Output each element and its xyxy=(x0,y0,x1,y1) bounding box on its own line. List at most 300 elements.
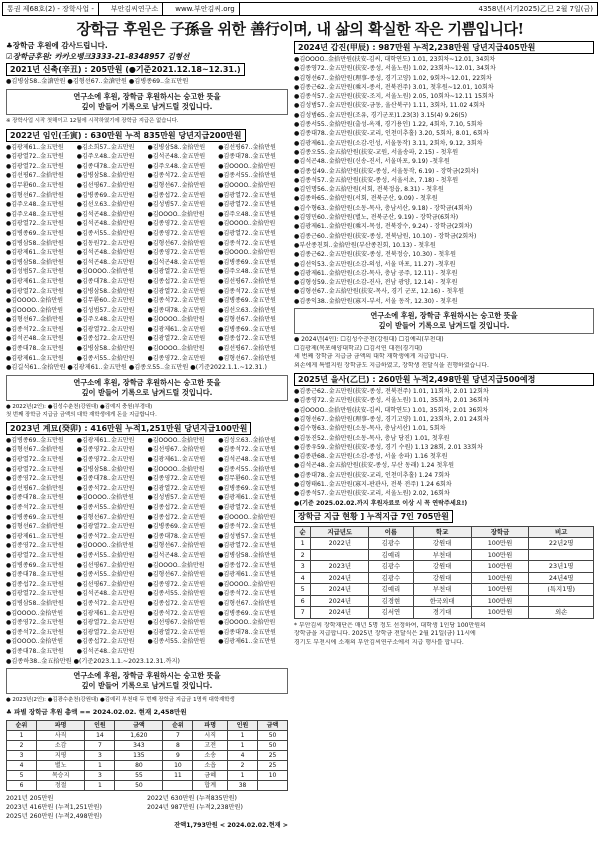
grid-cell: ●김병종69..金五만원 xyxy=(6,561,64,569)
payout-2024-note2: 외손에게 특별지원 장학금도 지급하였고, 장학생 전달식을 진행하였습니다. xyxy=(294,361,489,369)
table-row xyxy=(295,561,594,573)
grid-cell: ●김광열72..金五만원 xyxy=(147,287,206,295)
thanks-message: 연구소에 후원, 장학금 후원하시는 숭고한 뜻을 깊이 받들어 기록으로 남겨드릴 것입니다. xyxy=(6,668,288,694)
table-cell: 2024년 xyxy=(311,607,369,619)
table-header: 이름 xyxy=(369,526,413,538)
list-item: ●김종우59..金拾만원(扶安-종성, 경기 수원) 1.13 28회, 2.01 33회차 xyxy=(294,443,483,451)
table-cell: 1 xyxy=(228,741,258,751)
grid-cell: ●김OOOO..金拾만원 xyxy=(218,162,276,170)
table-cell: 24년4명 xyxy=(529,572,594,584)
grid-cell: ●김종섭72..金五만원 xyxy=(147,277,206,285)
table-cell: 강원대 xyxy=(413,561,471,573)
list-item: ●김종대78..金五만원(扶安-교리, 인천미추홀) 1.24 7회차 xyxy=(294,471,450,479)
table-cell: 부천대 xyxy=(413,584,471,596)
table-cell: 2022년 xyxy=(311,538,369,550)
table-row xyxy=(7,781,288,791)
grid-cell: ●김주오48..金五만원 xyxy=(6,210,64,218)
page-title: 장학금 후원은 子孫을 위한 善行이며, 내 삶의 확실한 작은 기쁨입니다! xyxy=(76,20,524,38)
table-cell: 10 xyxy=(258,771,288,781)
table-header: 순위 xyxy=(163,721,193,731)
stat-item: 2022년 630만원 (누적835만원) xyxy=(147,795,237,803)
table-header: 파명 xyxy=(36,721,84,731)
table-cell: 김예리 xyxy=(369,584,413,596)
grid-cell: ●김형선67..金拾만원 xyxy=(147,181,206,189)
table-cell: 1 xyxy=(7,731,37,741)
grid-cell: ●김광제61..金五만원 xyxy=(218,494,276,502)
table-cell: 2024년 xyxy=(311,584,369,596)
table-cell: 1,620 xyxy=(115,731,163,741)
grid-cell: ●김광제61..金五만원 xyxy=(6,249,64,257)
list-item: ●김종영72..金五만원(扶安-종성, 서울노원) 1.02, 23회차~12.01, 34회차 xyxy=(294,65,496,73)
grid-cell: ●김광열72..金五만원 xyxy=(147,628,206,636)
grid-cell: ●김선평67..金拾만원 xyxy=(147,619,206,627)
grid-cell: ●김광제61..金五만원 xyxy=(76,609,135,617)
list-item: ●김인명56..金五拾만원(서회, 전북정읍, 8.31) - 첫후원 xyxy=(294,186,444,194)
grid-cell: ●김종영72..金五만원 xyxy=(6,475,64,483)
stat-item xyxy=(147,812,288,821)
list-item: ●김종근62..金五만원(扶安-종성, 전북정승, 10.30) - 첫후원 xyxy=(294,251,456,259)
grid-cell: ●김무환60..金五만원 xyxy=(6,181,64,189)
grid-cell: ●김OOOO..金拾만원 xyxy=(147,465,205,473)
payout-2023: ● 2023년(2인): ●김광수춘천(강원대) ●김예리 부천대 두 번째 장학금 지급금 1명씩 대학재학생 xyxy=(6,697,235,704)
table-row xyxy=(295,607,594,619)
table-cell: 343 xyxy=(115,741,163,751)
grid-cell: ●김종섭72..金五만원 xyxy=(147,504,206,511)
grid-cell: ●김석곤48..金五만원 xyxy=(76,647,135,655)
grid-cell: ●김병종69..金五만원 xyxy=(6,513,64,521)
grid-cell: ●김종서55..金拾만원 xyxy=(147,590,206,598)
grid-cell: ●김주오48..金五만원 xyxy=(76,316,135,324)
list-item: ●김종서55..金拾만원(출성-옥재, 경기용인) 1.22, 4회차, 7.10, 5회차 xyxy=(294,121,483,129)
grid-cell: ●김OOOO..金拾만원 xyxy=(6,297,64,305)
grid-cell: ●김광열72..金五만원 xyxy=(147,335,206,343)
grid-cell: ●김광열72..金五만원 xyxy=(6,287,64,295)
table-cell: 1 xyxy=(85,781,115,791)
grid-cell: ●김종영72..金五만원 xyxy=(147,220,206,228)
table-row xyxy=(7,751,288,761)
list-item: ●부산종친회..金拾만원(부산종친회, 10.13) - 첫후원 xyxy=(294,241,436,249)
grid-cell: ●김OOOO..金拾만원 xyxy=(6,638,64,646)
grid-cell: ●김OOOO..金拾만원 xyxy=(147,210,205,218)
table-cell: 2 xyxy=(295,549,311,561)
table-cell: 3 xyxy=(7,751,37,761)
grid-cell: ●김종섭72..金五만원 xyxy=(218,561,276,569)
table-cell: 1 xyxy=(295,538,311,550)
list-item: ●김수형63..金拾만원(소동-목사, 충남서산, 9.18) - 장학금(4회차) xyxy=(294,204,473,212)
table-cell: 강원대 xyxy=(413,572,471,584)
thanks-message: 연구소에 후원, 장학금 후원하시는 숭고한 뜻을 깊이 받들어 기록으로 남겨드릴 것입니다. xyxy=(294,308,594,334)
list-item: ●김종하38..金五拾만원 ●(기준2023.1.1.~2023.12.31.까지) xyxy=(6,657,180,665)
list-item: ●김광제61..金五만원(소감-인성, 서울동작) 3.11, 2회차, 9.12, 3회차 xyxy=(294,139,483,147)
grid-cell: ●김석곤48..金五만원 xyxy=(76,590,135,598)
list-item: ●김종근62..金五만원(扶安-종성, 전북전주) 1.01, 11회차, 2.01 12회차 xyxy=(294,388,489,396)
grid-cell: ●김선평67..金拾만원 xyxy=(218,277,276,285)
payout-2024-detail: ☐김광제(목포해양대학교) ☐김서연 대전(경기대) xyxy=(294,344,423,352)
grid-cell: ●김선평67..金拾만원 xyxy=(6,172,64,180)
table-row xyxy=(7,741,288,751)
grid-cell: ●김형선67..金拾만원 xyxy=(6,316,64,324)
grid-cell: ●김OOOO..金拾만원 xyxy=(218,181,276,189)
list-item: ●김동진52..金拾만원(소동-목사, 충남 당진) 1.01, 첫후원 xyxy=(294,434,450,442)
list-item: ●김영민60..金拾만원(별노, 전북군산, 9.19) - 장학금(6회차) xyxy=(294,214,459,222)
list-item: ●(기준 2025.02.02.까지 후원자료로 이상 시 꼭 연락주세요!) xyxy=(294,499,468,507)
grid-cell: ●김병종69..金五만원 xyxy=(147,523,206,531)
table-cell: 6 xyxy=(295,595,311,607)
list-item: ●김수형63..金拾만원(소동-목사, 충남서산) 1.01, 5회차 xyxy=(294,425,446,433)
list-item: ●김종대78..金五만원(扶安-교리, 인천미추홀) 3.20, 5회차, 8.01, 6회차 xyxy=(294,130,489,138)
grid-cell: ●김석곤48..金五만원 xyxy=(147,551,206,559)
grid-cell: ●김OOOO..金拾만원 xyxy=(218,513,276,521)
grid-cell: ●김형선67..金拾만원 xyxy=(6,191,64,199)
scholarship-table xyxy=(294,526,594,619)
list-item: ●김종근60..金拾만원(扶安-종성, 전북남원, 10.10) - 장학금(2회차) xyxy=(294,232,477,240)
scholarship-heading: 장학금 지급 현황 ] 누적지급 7인 705만원 xyxy=(294,510,453,523)
grid-cell: ●김OOOO..金拾만원 xyxy=(218,249,276,257)
list-item: ●김선익53..金五만원(소감-의성, 서울 마포, 11.27) -첫후원 xyxy=(294,260,456,268)
table-header: 장학금 xyxy=(471,526,529,538)
donor-grid-2022 xyxy=(6,143,288,364)
grid-cell: ●김OOOO..金拾만원 xyxy=(76,542,134,550)
table-header: 비고 xyxy=(529,526,594,538)
list-item: ●김종오55..金五拾만원(扶安-교원, 서울송파, 2.15) - 첫후원 xyxy=(294,148,459,156)
table-row xyxy=(7,731,288,741)
list-item: ●김석곤48..金五拾만원(扶安-종성, 부산 동래) 1.24 첫후원 xyxy=(294,462,455,470)
grid-cell: ●김광열72..金五만원 xyxy=(218,191,276,199)
grid-cell: ●김광열72..金五만원 xyxy=(147,268,206,276)
table-cell: 50 xyxy=(258,741,288,751)
right-column xyxy=(294,40,594,647)
table-header: 파명 xyxy=(193,721,228,731)
grid-cell: ●김종서55..金拾만원 xyxy=(218,172,276,180)
stat-item: 2021년 205만원 xyxy=(6,795,54,803)
list-item: ●김종하65..金拾만원(서회, 전북군산, 9.09) - 첫후원 xyxy=(294,195,438,203)
list-item: ●김형성59..金五만원(소감-진사, 전남 광양, 12.14) - 첫후원 xyxy=(294,279,458,287)
grid-cell: ●김광제61..金五만원 xyxy=(147,325,206,333)
table-cell: 2024년 xyxy=(311,572,369,584)
grid-cell: ●김석곤48..金拾만원 xyxy=(76,249,135,257)
table-header: 금액 xyxy=(258,721,288,731)
table-cell: 정절 xyxy=(36,781,84,791)
table-cell: (특지1명) xyxy=(529,584,594,596)
account-info: ☑장학금후원: 카카오뱅크3333-21-8348957 김형선 xyxy=(6,52,190,61)
grid-cell: ●김병삼58..金拾만원 xyxy=(76,345,135,353)
grid-cell: ●김종석72..金五만원 xyxy=(76,599,135,607)
stat-item: 2025년 260만원 (누적2,498만원) xyxy=(6,813,102,821)
grid-cell: ●김종대78..金五만원 xyxy=(218,628,276,636)
thanks-message: 연구소에 후원, 장학금 후원하시는 숭고한 뜻을 깊이 받들어 기록으로 남겨드릴 것입니다. xyxy=(6,375,288,401)
grid-cell: ●김광열72..金五만원 xyxy=(218,542,276,550)
table-cell: 100만원 xyxy=(471,584,529,596)
grid-cell: ●김선평67..金拾만원 xyxy=(218,345,276,353)
table-cell: 100만원 xyxy=(471,549,529,561)
table-cell xyxy=(311,549,369,561)
table-cell: 지평 xyxy=(36,751,84,761)
table-cell: 2 xyxy=(228,761,258,771)
table-cell xyxy=(529,549,594,561)
table-cell xyxy=(163,781,193,791)
grid-cell: ●김선평67..金拾만원 xyxy=(76,580,135,588)
grid-cell: ●김광열72..金五만원 xyxy=(76,325,135,333)
grid-cell: ●김광열72..金五만원 xyxy=(6,162,64,170)
table-cell: 100만원 xyxy=(471,572,529,584)
grid-cell: ●김종섭72..金五만원 xyxy=(147,599,206,607)
grid-cell: ●김광열72..金五만원 xyxy=(6,153,64,161)
grid-cell: ●김선오63..金拾만원 xyxy=(218,306,276,314)
grid-cell: ●김광제61..金五만원 xyxy=(6,143,64,151)
table-cell: 4 xyxy=(295,572,311,584)
grid-cell: ●김형선67..金拾만원 xyxy=(218,354,276,362)
table-cell: 합계 xyxy=(193,781,228,791)
table-cell: 8 xyxy=(163,741,193,751)
table-cell: 한국외대 xyxy=(413,595,471,607)
table-cell: 사직 xyxy=(36,731,84,741)
table-cell: 23년1명 xyxy=(529,561,594,573)
grid-cell: ●김종섭72..金五만원 xyxy=(76,638,135,646)
table-cell: 김경현 xyxy=(369,595,413,607)
table-cell: 4 xyxy=(7,761,37,771)
grid-cell: ●김종대78..金五만원 xyxy=(76,162,135,170)
section-2024-heading: 2024년 갑진(甲辰) : 987만원 누적2,238만원 당년지급405만원 xyxy=(294,41,594,54)
grid-cell: ●김종석72..金五만원 xyxy=(147,172,206,180)
grid-cell: ●김광열72..金五만원 xyxy=(218,201,276,209)
grid-cell: ●김병삼58..金拾만원 xyxy=(76,287,135,295)
list-item: ●김형태61..金五만원(寡지-판관사, 전북 전주) 1.24 6회차 xyxy=(294,480,452,488)
grid-cell: ●김주오48..金五만원 xyxy=(218,268,276,276)
list-item: ●김종석57..金五만원(扶安-교리, 서울노원) 2.02, 16회차 xyxy=(294,490,450,498)
list-item: ●김종근62..金五만원(乘지-종서, 전북전주) 3.01, 첫후원~12.01, 10회차 xyxy=(294,83,494,91)
table-row xyxy=(7,771,288,781)
grid-cell: ●김형선67..金拾만원 xyxy=(6,446,64,454)
table-cell: 5 xyxy=(7,771,37,781)
grid-cell: ●김선평67..金拾만원 xyxy=(147,446,206,454)
site-link[interactable]: www.부안김씨.org xyxy=(175,5,235,13)
grid-cell: ●김종영72..金五만원 xyxy=(6,619,64,627)
balance-footer: 잔액1,793만원 < 2024.02.02.현재 > xyxy=(174,822,288,830)
org-name: 부안김씨연구소 xyxy=(110,5,159,13)
table-cell: 55 xyxy=(115,771,163,781)
grid-cell: ●김선오63..金拾만원 xyxy=(76,201,135,209)
table-cell: 10 xyxy=(163,761,193,771)
grid-cell: ●김성오63..金拾만원 xyxy=(218,436,276,444)
grid-cell: ●김OOOO..金拾만원 xyxy=(218,580,276,588)
payout-2024-note: 세 번째 장학금 지급금 금액의 대학 재학생에게 지급합니다. xyxy=(294,353,449,361)
section-2021-heading: 2021년 신축(辛丑) : 205만원 (●기준2021.12.18~12.31.) xyxy=(6,63,245,76)
grid-cell: ●김종영72..金五만원 xyxy=(147,229,206,237)
grid-cell: ●김종영72..金五만원 xyxy=(147,249,206,257)
table-cell: 80 xyxy=(115,761,163,771)
grid-cell: ●김광제61..金五만원 xyxy=(6,277,64,285)
header-bar xyxy=(2,2,598,16)
grid-cell: ●김광열72..金五만원 xyxy=(76,619,135,627)
grid-cell: ●김OOOO..金拾만원 xyxy=(218,220,276,228)
grid-cell: ●김종석72..金五만원 xyxy=(76,484,135,492)
grid-cell: ●김종영72..金五만원 xyxy=(147,354,206,362)
table-row xyxy=(295,549,594,561)
table-header: 인원 xyxy=(228,721,258,731)
grid-cell: ●김종대78..金五만원 xyxy=(147,532,206,540)
grid-cell: ●김석곤48..金五만원 xyxy=(218,456,276,464)
grid-cell: ●김종석72..金五만원 xyxy=(218,590,276,598)
grid-cell: ●김광제61..金五만원 xyxy=(218,638,276,646)
grid-cell: ●김형선67..金拾만원 xyxy=(147,542,206,550)
grid-cell: ●김OOOO..金拾만원 xyxy=(76,494,134,502)
list-item: ●김형선67..金五拾만원(扶安-목사, 경기 군포, 12.16) - 첫후원 xyxy=(294,288,464,296)
table-row xyxy=(295,595,594,607)
grid-cell: ●김동원72..金五만원 xyxy=(76,239,135,247)
grid-cell: ●김종서55..金拾만원 xyxy=(76,551,135,559)
list-item: ●김OOOO..金拾만원(扶安-김씨, 대학연도) 1.01, 35회차, 2.01 36회차 xyxy=(294,406,489,414)
grid-cell: ●김병종69..金五만원 xyxy=(218,258,276,266)
grid-cell: ●김선평67..金拾만원 xyxy=(76,561,135,569)
stat-item: 2024년 987만원 (누적2,238만원) xyxy=(147,804,243,812)
table-cell: 7 xyxy=(163,731,193,741)
payout-2022-note: 첫 번째 장학금 지급금 금액의 대학 재학생에게 돈을 지급합니다. xyxy=(6,411,157,418)
grid-cell: ●김종섭72..金五만원 xyxy=(147,191,206,199)
list-item: ●김성범65..金五만원(조유, 경기군포)1.23(3) 3.15(4) 9.26(5) xyxy=(294,111,467,119)
grid-cell: ●김병삼58..金拾만원 xyxy=(76,465,135,473)
table-cell: 50 xyxy=(115,781,163,791)
list-item: ●김종석57..金五拾만원(扶安-종성, 서울서초, 7.18) - 첫후원 xyxy=(294,176,459,184)
donor-list-2025 xyxy=(294,387,594,499)
table-cell: 1 xyxy=(228,731,258,741)
table-cell: 소감 xyxy=(36,741,84,751)
grid-cell: ●김종서55..金拾만원 xyxy=(76,504,135,511)
grid-cell: ●김병삼58..金拾만원 xyxy=(6,599,64,607)
table-cell: 김서연 xyxy=(369,607,413,619)
grid-cell: ●김석곤48..金五만원 xyxy=(6,335,64,343)
list-item: ●김석곤48..金拾만원(신송-진서, 서울마포, 9.19) -첫후원 xyxy=(294,158,450,166)
section-2022-heading: 2022년 임인(壬寅) : 630만원 누적 835만원 당년지급200만원 xyxy=(6,129,246,142)
grid-cell: ●김종석72..金五만원 xyxy=(218,239,276,247)
grid-cell: ●김병삼58..金拾만원 xyxy=(147,143,206,151)
grid-cell: ●김종섭72..金五만원 xyxy=(218,335,276,343)
table-cell: 3 xyxy=(85,751,115,761)
issue-date: 4358년(서기2025)乙巳 2월 7일(금) xyxy=(478,5,593,13)
grid-cell: ●김종대78..金五만원 xyxy=(6,647,64,655)
table-cell: 25 xyxy=(258,761,288,771)
grid-cell: ●김성범57..金五만원 xyxy=(6,268,64,276)
grid-cell: ●김형선67..金拾만원 xyxy=(147,239,206,247)
grid-cell: ●김병삼58..金拾만원 xyxy=(218,551,276,559)
table-cell: 4 xyxy=(228,751,258,761)
grid-cell: ●김종대78..金五만원 xyxy=(76,277,135,285)
grid-cell: ●김선평67..金拾만원 xyxy=(6,484,64,492)
grid-cell: ●김성범57..金五만원 xyxy=(76,306,135,314)
table-header: 금액 xyxy=(115,721,163,731)
grid-cell: ●김종섭72..金五만원 xyxy=(147,513,206,521)
table-header: 학교 xyxy=(413,526,471,538)
summary-table xyxy=(6,720,288,791)
issue-label: 통권 제68호(2) - 장학사업 - xyxy=(7,5,94,13)
table-cell: 별노 xyxy=(36,761,84,771)
grid-cell: ●김주오48..金五만원 xyxy=(218,210,276,218)
table-header: 순위 xyxy=(7,721,37,731)
grid-cell: ●김병종69..金五만원 xyxy=(218,484,276,492)
grid-cell: ●김광제61..金五만원 xyxy=(6,354,64,362)
table-cell: 25 xyxy=(258,751,288,761)
grid-cell: ●김병종69..金五만원 xyxy=(218,325,276,333)
grid-cell: ●김성범57..金五만원 xyxy=(147,494,206,502)
grid-cell: ●김병종69..金五만원 xyxy=(218,609,276,617)
table-cell: 부천대 xyxy=(413,549,471,561)
table-cell xyxy=(258,781,288,791)
grid-cell: ●김종섭72..金五만원 xyxy=(6,580,64,588)
grid-cell: ●김형선67..金拾만원 xyxy=(147,571,206,579)
grid-cell: ●김종영72..金五만원 xyxy=(76,446,135,454)
list-item: ●김종섭49..金五拾만원(扶安-종성, 서울동작, 6.19) - 장학금(2회차) xyxy=(294,167,479,175)
table-cell: 50 xyxy=(258,731,288,741)
grid-cell: ●김석곤48..金五만원 xyxy=(147,258,206,266)
grid-cell: ●김석곤48..金五만원 xyxy=(76,258,135,266)
table-cell: 9 xyxy=(163,751,193,761)
grid-cell: ●김종대78..金五만원 xyxy=(76,475,135,483)
table-cell: 6 xyxy=(7,781,37,791)
yearly-stats xyxy=(6,794,288,821)
grid-cell: ●김광열72..金五만원 xyxy=(6,220,64,228)
grid-cell: ●김종섭72..金五만원 xyxy=(76,335,135,343)
grid-cell: ●김OOOO..金拾만원 xyxy=(147,436,205,444)
grid-cell: ●김OOOO..金拾만원 xyxy=(147,345,205,353)
list-item: ●김성범57..金五만원(扶安-금동, 울산북구) 1.11, 3회차, 11.02 4회차 xyxy=(294,102,485,110)
list-item: ●김종관68..金五만원(소감-종성, 서울 송파) 1.16 첫후원 xyxy=(294,453,448,461)
grid-cell: ●김형선67..金拾만원 xyxy=(218,316,276,324)
grid-cell: ●김형선67..金拾만원 xyxy=(218,599,276,607)
grid-cell: ●김주오48..金五만원 xyxy=(6,201,64,209)
thanks-message: 연구소에 후원, 장학금 후원하시는 숭고한 뜻을 깊이 받들어 기록으로 남겨드릴 것입니다. xyxy=(6,89,288,115)
grid-cell: ●김종대78..金五만원 xyxy=(6,571,64,579)
grid-cell: ●김석곤48..金五만원 xyxy=(147,153,206,161)
table-cell: 3 xyxy=(85,771,115,781)
table-cell: 5 xyxy=(295,584,311,596)
table-cell: 100만원 xyxy=(471,561,529,573)
grid-cell: ●김병삼58..金拾만원 xyxy=(6,239,64,247)
grid-cell: ●김선평67..金拾만원 xyxy=(76,181,135,189)
footnote: * 부안김씨 장학재단은 매년 5명 정도 선정하여, 대학생 1인당 100만원의 장학금을 지급합니다. 2025년 장학금 전달식은 2월 21일(금) 11시에 경기도 부천시에 소재의 부안김씨연구소에서 지급 행사를 합니다. xyxy=(294,621,486,646)
grid-cell: ●김종석72..金五만원 xyxy=(6,628,64,636)
grid-cell: ●김종서55..金拾만원 xyxy=(76,354,135,362)
grid-cell: ●김병삼58..金拾만원 xyxy=(6,258,64,266)
donor-grid-2023 xyxy=(6,436,288,657)
stat-item: 2023년 416만원 (누적1,251만원) xyxy=(6,804,102,812)
grid-cell: ●김형선67..金拾만원 xyxy=(6,523,64,531)
table-header: 순 xyxy=(295,526,311,538)
payout-2022: ● 2022년(2인): ●김성수춘천(강원대) ●김예지 충원(부경대) xyxy=(6,403,153,410)
grid-cell: ●김종서55..金拾만원 xyxy=(76,571,135,579)
list-item: ●김광제61..金拾만원(乘지-목성, 전북장수, 9.24) - 장학금(2회차) xyxy=(294,223,473,231)
section-2023-heading: 2023년 계묘(癸卯) : 416만원 누적1,251만원 당년지급100만원 xyxy=(6,422,251,435)
table-cell: 김예리 xyxy=(369,549,413,561)
grid-cell: ●김선평67..金拾만원 xyxy=(218,143,276,151)
table-cell: 7 xyxy=(295,607,311,619)
grid-cell: ●김종대78..金五만원 xyxy=(6,345,64,353)
grid-cell: ●김종대78..金五만원 xyxy=(6,494,64,502)
grid-cell: ●김OOOO..金拾만원 xyxy=(6,609,64,617)
grid-cell: ●김종대78..金五만원 xyxy=(147,306,206,314)
table-cell: 경기대 xyxy=(413,607,471,619)
table-cell: 소읍 xyxy=(193,761,228,771)
grid-cell: ●김종석72..金五만원 xyxy=(6,504,64,511)
table-cell: 100만원 xyxy=(471,607,529,619)
table-cell: 고전 xyxy=(193,741,228,751)
table-cell: 14 xyxy=(85,731,115,741)
list-item: ●김길석61..金拾만원 ●김광제61..金五만원 ●김종오55..金五만원 ●(기준2022.1.1.~12.31.) xyxy=(6,364,267,372)
grid-cell: ●김병종69..金五만원 xyxy=(218,297,276,305)
grid-cell: ●김형선67..金拾만원 xyxy=(76,513,135,521)
table-row xyxy=(295,572,594,584)
table-header: 지급년도 xyxy=(311,526,369,538)
grid-cell: ●김병종69..金五만원 xyxy=(76,191,135,199)
note-2021: ※ 장학사업 시작 첫해이고 12월에 시작하였기에 장학금 지급은 없습니다. xyxy=(6,117,179,124)
